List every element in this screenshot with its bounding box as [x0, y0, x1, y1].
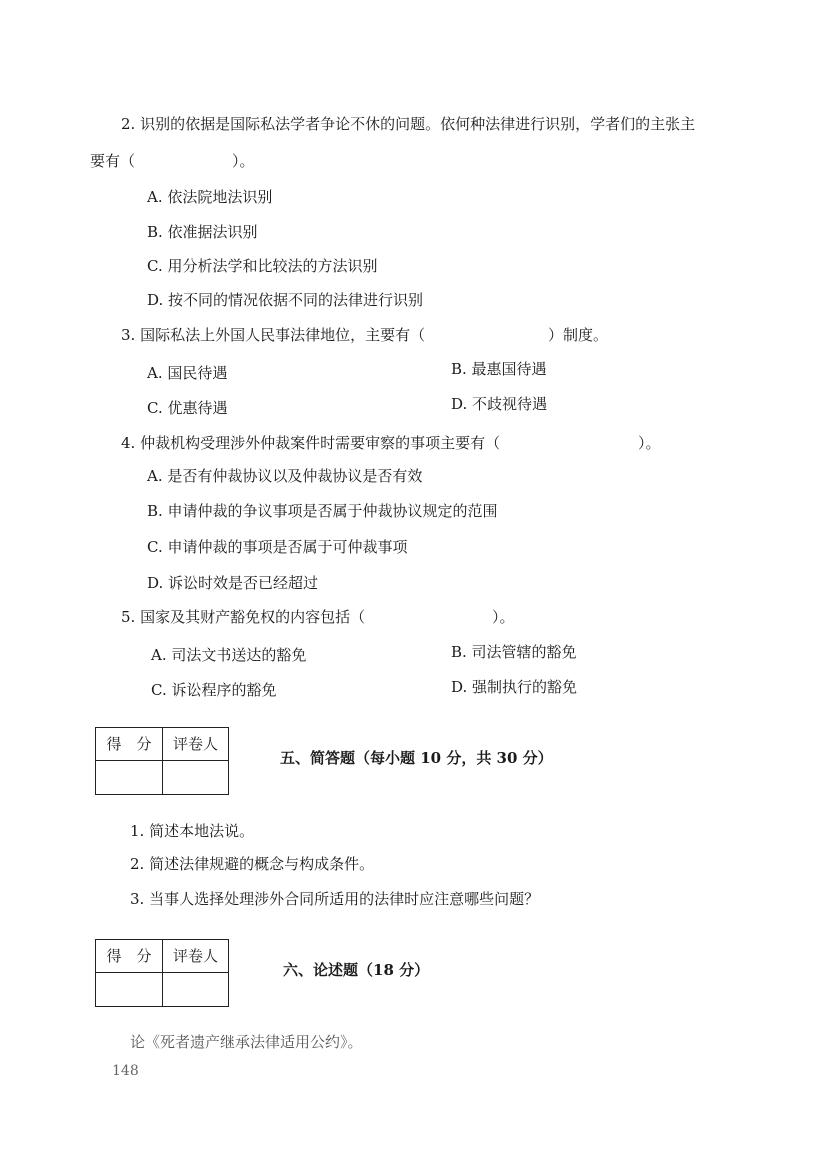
section5-item-1: 1. 简述本地法说。 [130, 822, 255, 840]
q5-stem-end: ）。 [492, 608, 515, 626]
grader-header: 评卷人 [163, 728, 229, 761]
q3-option-c: C. 优惠待遇 [147, 399, 228, 417]
q5-option-a: A. 司法文书送达的豁免 [151, 646, 307, 664]
q2-option-c: C. 用分析法学和比较法的方法识别 [147, 257, 378, 275]
score-table-section5 [95, 727, 229, 795]
q2-option-b: B. 依准据法识别 [147, 223, 258, 241]
score-header: 得 分 [96, 940, 163, 973]
section6-heading: 六、论述题（18 分） [283, 961, 430, 979]
score-cell[interactable] [96, 761, 163, 795]
q5-option-b: B. 司法管辖的豁免 [451, 643, 577, 661]
grader-cell[interactable] [163, 973, 229, 1007]
score-header: 得 分 [96, 728, 163, 761]
q4-stem-end: ）。 [638, 434, 661, 452]
q4-option-c: C. 申请仲裁的事项是否属于可仲裁事项 [147, 538, 408, 556]
q2-option-a: A. 依法院地法识别 [147, 188, 273, 206]
q3-stem-start: 3. 国际私法上外国人民事法律地位，主要有（ [121, 326, 426, 344]
q4-option-b: B. 申请仲裁的争议事项是否属于仲裁协议规定的范围 [147, 502, 498, 520]
q3-option-a: A. 国民待遇 [147, 364, 228, 382]
q4-option-a: A. 是否有仲裁协议以及仲裁协议是否有效 [147, 467, 423, 485]
q3-option-d: D. 不歧视待遇 [451, 395, 548, 413]
q2-option-d: D. 按不同的情况依据不同的法律进行识别 [147, 291, 424, 309]
grader-cell[interactable] [163, 761, 229, 795]
score-table-section6 [95, 939, 229, 1007]
q4-stem-start: 4. 仲裁机构受理涉外仲裁案件时需要审察的事项主要有（ [121, 434, 501, 452]
q2-stem-line1: 2. 识别的依据是国际私法学者争论不休的问题。依何种法律进行识别，学者们的主张主 [121, 115, 696, 133]
q3-stem-end: ）制度。 [548, 326, 609, 344]
grader-header: 评卷人 [163, 940, 229, 973]
section5-heading: 五、简答题（每小题 10 分，共 30 分） [280, 749, 553, 767]
q5-option-d: D. 强制执行的豁免 [451, 678, 578, 696]
section5-item-3: 3. 当事人选择处理涉外合同所适用的法律时应注意哪些问题？ [130, 890, 540, 908]
q2-stem-line2-end: ）。 [232, 152, 255, 170]
q5-stem-start: 5. 国家及其财产豁免权的内容包括（ [121, 608, 366, 626]
q4-option-d: D. 诉讼时效是否已经超过 [147, 574, 319, 592]
page-number: 148 [112, 1063, 139, 1079]
score-cell[interactable] [96, 973, 163, 1007]
section6-body: 论《死者遗产继承法律适用公约》。 [130, 1033, 363, 1051]
q5-option-c: C. 诉讼程序的豁免 [151, 681, 277, 699]
section5-item-2: 2. 简述法律规避的概念与构成条件。 [130, 855, 375, 873]
q3-option-b: B. 最惠国待遇 [451, 360, 547, 378]
q2-stem-line2-start: 要有（ [90, 152, 136, 170]
